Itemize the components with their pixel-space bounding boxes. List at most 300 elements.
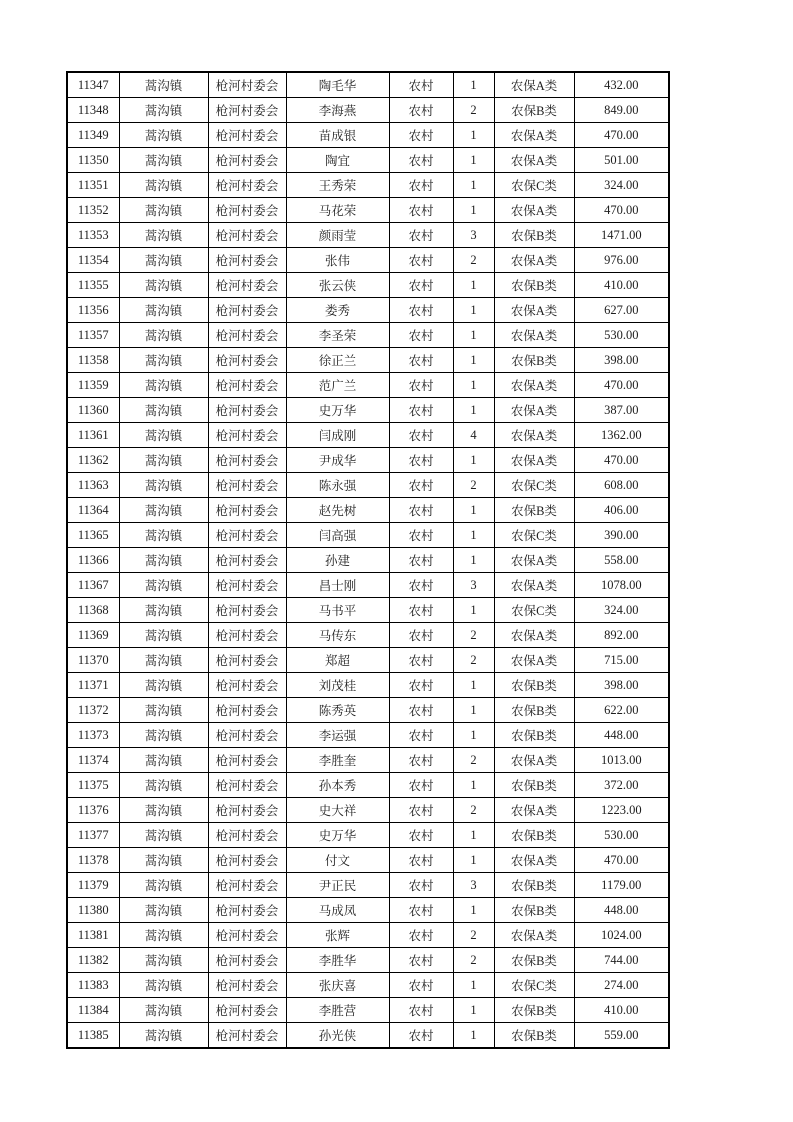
cell-residence-type: 农村 bbox=[389, 348, 453, 373]
cell-village-committee: 枪河村委会 bbox=[208, 72, 286, 98]
cell-amount: 622.00 bbox=[574, 698, 669, 723]
table-row bbox=[67, 773, 669, 798]
table-row bbox=[67, 598, 669, 623]
cell-serial-number: 11348 bbox=[67, 98, 119, 123]
cell-serial-number: 11382 bbox=[67, 948, 119, 973]
cell-insurance-category: 农保A类 bbox=[494, 648, 574, 673]
cell-insurance-category: 农保B类 bbox=[494, 273, 574, 298]
cell-person-name: 尹成华 bbox=[286, 448, 389, 473]
cell-residence-type: 农村 bbox=[389, 898, 453, 923]
cell-amount: 470.00 bbox=[574, 373, 669, 398]
cell-person-count: 2 bbox=[453, 623, 494, 648]
cell-person-count: 2 bbox=[453, 948, 494, 973]
cell-person-name: 孙光侠 bbox=[286, 1023, 389, 1049]
cell-person-name: 范广兰 bbox=[286, 373, 389, 398]
cell-village-committee: 枪河村委会 bbox=[208, 148, 286, 173]
cell-person-name: 马书平 bbox=[286, 598, 389, 623]
cell-serial-number: 11354 bbox=[67, 248, 119, 273]
table-row bbox=[67, 548, 669, 573]
cell-amount: 390.00 bbox=[574, 523, 669, 548]
table-row bbox=[67, 998, 669, 1023]
cell-residence-type: 农村 bbox=[389, 548, 453, 573]
cell-insurance-category: 农保C类 bbox=[494, 173, 574, 198]
cell-person-count: 1 bbox=[453, 673, 494, 698]
cell-serial-number: 11379 bbox=[67, 873, 119, 898]
cell-amount: 849.00 bbox=[574, 98, 669, 123]
cell-town: 蒿沟镇 bbox=[119, 198, 208, 223]
cell-residence-type: 农村 bbox=[389, 998, 453, 1023]
cell-person-name: 李胜华 bbox=[286, 948, 389, 973]
table-row bbox=[67, 323, 669, 348]
cell-person-count: 2 bbox=[453, 923, 494, 948]
cell-serial-number: 11356 bbox=[67, 298, 119, 323]
cell-insurance-category: 农保A类 bbox=[494, 448, 574, 473]
cell-serial-number: 11358 bbox=[67, 348, 119, 373]
cell-insurance-category: 农保A类 bbox=[494, 798, 574, 823]
cell-town: 蒿沟镇 bbox=[119, 148, 208, 173]
cell-residence-type: 农村 bbox=[389, 648, 453, 673]
cell-person-count: 1 bbox=[453, 848, 494, 873]
cell-town: 蒿沟镇 bbox=[119, 473, 208, 498]
cell-amount: 530.00 bbox=[574, 823, 669, 848]
cell-insurance-category: 农保B类 bbox=[494, 1023, 574, 1049]
cell-person-name: 史万华 bbox=[286, 398, 389, 423]
cell-amount: 530.00 bbox=[574, 323, 669, 348]
table-row bbox=[67, 923, 669, 948]
cell-serial-number: 11381 bbox=[67, 923, 119, 948]
cell-person-name: 陶毛华 bbox=[286, 72, 389, 98]
table-row bbox=[67, 573, 669, 598]
cell-town: 蒿沟镇 bbox=[119, 523, 208, 548]
cell-residence-type: 农村 bbox=[389, 748, 453, 773]
cell-person-count: 1 bbox=[453, 448, 494, 473]
cell-village-committee: 枪河村委会 bbox=[208, 248, 286, 273]
cell-residence-type: 农村 bbox=[389, 973, 453, 998]
cell-insurance-category: 农保A类 bbox=[494, 72, 574, 98]
cell-town: 蒿沟镇 bbox=[119, 173, 208, 198]
cell-amount: 274.00 bbox=[574, 973, 669, 998]
cell-insurance-category: 农保B类 bbox=[494, 723, 574, 748]
cell-amount: 627.00 bbox=[574, 298, 669, 323]
cell-person-count: 1 bbox=[453, 148, 494, 173]
cell-residence-type: 农村 bbox=[389, 148, 453, 173]
cell-serial-number: 11362 bbox=[67, 448, 119, 473]
table-row bbox=[67, 273, 669, 298]
cell-town: 蒿沟镇 bbox=[119, 623, 208, 648]
cell-serial-number: 11374 bbox=[67, 748, 119, 773]
cell-town: 蒿沟镇 bbox=[119, 748, 208, 773]
cell-amount: 398.00 bbox=[574, 673, 669, 698]
table-row bbox=[67, 98, 669, 123]
cell-serial-number: 11380 bbox=[67, 898, 119, 923]
cell-person-count: 1 bbox=[453, 548, 494, 573]
cell-residence-type: 农村 bbox=[389, 498, 453, 523]
cell-residence-type: 农村 bbox=[389, 723, 453, 748]
cell-village-committee: 枪河村委会 bbox=[208, 948, 286, 973]
cell-town: 蒿沟镇 bbox=[119, 773, 208, 798]
cell-amount: 715.00 bbox=[574, 648, 669, 673]
cell-residence-type: 农村 bbox=[389, 198, 453, 223]
beneficiary-table bbox=[66, 71, 670, 1049]
cell-insurance-category: 农保A类 bbox=[494, 298, 574, 323]
cell-village-committee: 枪河村委会 bbox=[208, 1023, 286, 1049]
cell-village-committee: 枪河村委会 bbox=[208, 798, 286, 823]
table-row bbox=[67, 398, 669, 423]
cell-town: 蒿沟镇 bbox=[119, 323, 208, 348]
cell-person-name: 陶宜 bbox=[286, 148, 389, 173]
table-row bbox=[67, 348, 669, 373]
table-row bbox=[67, 748, 669, 773]
cell-amount: 558.00 bbox=[574, 548, 669, 573]
cell-person-name: 陈永强 bbox=[286, 473, 389, 498]
cell-residence-type: 农村 bbox=[389, 123, 453, 148]
cell-serial-number: 11383 bbox=[67, 973, 119, 998]
cell-insurance-category: 农保B类 bbox=[494, 348, 574, 373]
cell-person-count: 1 bbox=[453, 198, 494, 223]
cell-person-count: 2 bbox=[453, 98, 494, 123]
cell-person-name: 孙本秀 bbox=[286, 773, 389, 798]
cell-insurance-category: 农保C类 bbox=[494, 598, 574, 623]
cell-person-name: 张云侠 bbox=[286, 273, 389, 298]
cell-insurance-category: 农保A类 bbox=[494, 198, 574, 223]
cell-serial-number: 11363 bbox=[67, 473, 119, 498]
cell-person-name: 王秀荣 bbox=[286, 173, 389, 198]
cell-person-name: 颜雨莹 bbox=[286, 223, 389, 248]
cell-person-count: 3 bbox=[453, 873, 494, 898]
cell-town: 蒿沟镇 bbox=[119, 898, 208, 923]
cell-person-count: 2 bbox=[453, 648, 494, 673]
cell-village-committee: 枪河村委会 bbox=[208, 223, 286, 248]
cell-person-count: 1 bbox=[453, 698, 494, 723]
cell-town: 蒿沟镇 bbox=[119, 423, 208, 448]
cell-town: 蒿沟镇 bbox=[119, 673, 208, 698]
cell-serial-number: 11373 bbox=[67, 723, 119, 748]
table-body bbox=[67, 72, 669, 1048]
cell-amount: 744.00 bbox=[574, 948, 669, 973]
cell-village-committee: 枪河村委会 bbox=[208, 923, 286, 948]
cell-serial-number: 11385 bbox=[67, 1023, 119, 1049]
table-row bbox=[67, 148, 669, 173]
cell-insurance-category: 农保A类 bbox=[494, 423, 574, 448]
cell-person-count: 2 bbox=[453, 248, 494, 273]
cell-residence-type: 农村 bbox=[389, 448, 453, 473]
cell-serial-number: 11377 bbox=[67, 823, 119, 848]
cell-insurance-category: 农保A类 bbox=[494, 148, 574, 173]
cell-town: 蒿沟镇 bbox=[119, 298, 208, 323]
cell-amount: 1179.00 bbox=[574, 873, 669, 898]
cell-residence-type: 农村 bbox=[389, 323, 453, 348]
cell-person-count: 3 bbox=[453, 573, 494, 598]
cell-amount: 448.00 bbox=[574, 898, 669, 923]
cell-amount: 448.00 bbox=[574, 723, 669, 748]
cell-insurance-category: 农保A类 bbox=[494, 123, 574, 148]
cell-village-committee: 枪河村委会 bbox=[208, 573, 286, 598]
cell-amount: 559.00 bbox=[574, 1023, 669, 1049]
cell-person-name: 李胜营 bbox=[286, 998, 389, 1023]
cell-person-name: 马传东 bbox=[286, 623, 389, 648]
cell-town: 蒿沟镇 bbox=[119, 273, 208, 298]
cell-amount: 1471.00 bbox=[574, 223, 669, 248]
cell-amount: 372.00 bbox=[574, 773, 669, 798]
table-row bbox=[67, 198, 669, 223]
cell-insurance-category: 农保B类 bbox=[494, 223, 574, 248]
cell-serial-number: 11352 bbox=[67, 198, 119, 223]
table-row bbox=[67, 373, 669, 398]
cell-serial-number: 11384 bbox=[67, 998, 119, 1023]
cell-village-committee: 枪河村委会 bbox=[208, 748, 286, 773]
cell-insurance-category: 农保B类 bbox=[494, 498, 574, 523]
cell-person-count: 1 bbox=[453, 348, 494, 373]
cell-village-committee: 枪河村委会 bbox=[208, 648, 286, 673]
cell-village-committee: 枪河村委会 bbox=[208, 823, 286, 848]
cell-residence-type: 农村 bbox=[389, 923, 453, 948]
cell-residence-type: 农村 bbox=[389, 573, 453, 598]
cell-town: 蒿沟镇 bbox=[119, 973, 208, 998]
cell-insurance-category: 农保A类 bbox=[494, 623, 574, 648]
cell-residence-type: 农村 bbox=[389, 173, 453, 198]
cell-village-committee: 枪河村委会 bbox=[208, 423, 286, 448]
cell-person-name: 李运强 bbox=[286, 723, 389, 748]
table-row bbox=[67, 798, 669, 823]
cell-person-count: 1 bbox=[453, 598, 494, 623]
cell-person-count: 1 bbox=[453, 398, 494, 423]
cell-person-name: 郑超 bbox=[286, 648, 389, 673]
cell-amount: 1078.00 bbox=[574, 573, 669, 598]
cell-residence-type: 农村 bbox=[389, 223, 453, 248]
cell-person-name: 张伟 bbox=[286, 248, 389, 273]
cell-village-committee: 枪河村委会 bbox=[208, 373, 286, 398]
cell-serial-number: 11365 bbox=[67, 523, 119, 548]
cell-person-name: 张庆喜 bbox=[286, 973, 389, 998]
cell-residence-type: 农村 bbox=[389, 273, 453, 298]
cell-insurance-category: 农保B类 bbox=[494, 898, 574, 923]
cell-village-committee: 枪河村委会 bbox=[208, 523, 286, 548]
cell-insurance-category: 农保B类 bbox=[494, 823, 574, 848]
cell-amount: 1362.00 bbox=[574, 423, 669, 448]
cell-town: 蒿沟镇 bbox=[119, 648, 208, 673]
cell-person-count: 1 bbox=[453, 998, 494, 1023]
cell-amount: 608.00 bbox=[574, 473, 669, 498]
cell-insurance-category: 农保B类 bbox=[494, 698, 574, 723]
cell-village-committee: 枪河村委会 bbox=[208, 623, 286, 648]
cell-person-count: 1 bbox=[453, 373, 494, 398]
table-row bbox=[67, 72, 669, 98]
cell-town: 蒿沟镇 bbox=[119, 398, 208, 423]
cell-amount: 470.00 bbox=[574, 448, 669, 473]
table-row bbox=[67, 723, 669, 748]
cell-village-committee: 枪河村委会 bbox=[208, 298, 286, 323]
cell-person-count: 1 bbox=[453, 123, 494, 148]
table-row bbox=[67, 473, 669, 498]
cell-serial-number: 11371 bbox=[67, 673, 119, 698]
cell-amount: 470.00 bbox=[574, 848, 669, 873]
cell-person-name: 史大祥 bbox=[286, 798, 389, 823]
cell-serial-number: 11349 bbox=[67, 123, 119, 148]
cell-town: 蒿沟镇 bbox=[119, 848, 208, 873]
cell-village-committee: 枪河村委会 bbox=[208, 348, 286, 373]
cell-village-committee: 枪河村委会 bbox=[208, 123, 286, 148]
cell-person-name: 李胜奎 bbox=[286, 748, 389, 773]
cell-town: 蒿沟镇 bbox=[119, 698, 208, 723]
cell-person-count: 2 bbox=[453, 798, 494, 823]
cell-residence-type: 农村 bbox=[389, 873, 453, 898]
cell-town: 蒿沟镇 bbox=[119, 798, 208, 823]
cell-serial-number: 11351 bbox=[67, 173, 119, 198]
cell-serial-number: 11370 bbox=[67, 648, 119, 673]
cell-village-committee: 枪河村委会 bbox=[208, 198, 286, 223]
cell-residence-type: 农村 bbox=[389, 848, 453, 873]
table-row bbox=[67, 623, 669, 648]
cell-amount: 892.00 bbox=[574, 623, 669, 648]
cell-serial-number: 11359 bbox=[67, 373, 119, 398]
cell-person-count: 1 bbox=[453, 72, 494, 98]
cell-town: 蒿沟镇 bbox=[119, 498, 208, 523]
cell-person-name: 苗成银 bbox=[286, 123, 389, 148]
cell-person-name: 娄秀 bbox=[286, 298, 389, 323]
cell-serial-number: 11357 bbox=[67, 323, 119, 348]
cell-insurance-category: 农保A类 bbox=[494, 248, 574, 273]
cell-village-committee: 枪河村委会 bbox=[208, 873, 286, 898]
cell-village-committee: 枪河村委会 bbox=[208, 173, 286, 198]
cell-amount: 398.00 bbox=[574, 348, 669, 373]
cell-serial-number: 11353 bbox=[67, 223, 119, 248]
cell-insurance-category: 农保B类 bbox=[494, 98, 574, 123]
cell-person-count: 2 bbox=[453, 748, 494, 773]
cell-village-committee: 枪河村委会 bbox=[208, 448, 286, 473]
cell-residence-type: 农村 bbox=[389, 1023, 453, 1049]
cell-insurance-category: 农保B类 bbox=[494, 673, 574, 698]
table-row bbox=[67, 698, 669, 723]
cell-person-name: 张辉 bbox=[286, 923, 389, 948]
cell-serial-number: 11368 bbox=[67, 598, 119, 623]
cell-person-count: 2 bbox=[453, 473, 494, 498]
cell-town: 蒿沟镇 bbox=[119, 823, 208, 848]
cell-village-committee: 枪河村委会 bbox=[208, 273, 286, 298]
cell-person-name: 李海燕 bbox=[286, 98, 389, 123]
cell-residence-type: 农村 bbox=[389, 698, 453, 723]
cell-residence-type: 农村 bbox=[389, 423, 453, 448]
cell-residence-type: 农村 bbox=[389, 798, 453, 823]
cell-amount: 410.00 bbox=[574, 998, 669, 1023]
cell-residence-type: 农村 bbox=[389, 373, 453, 398]
cell-person-count: 1 bbox=[453, 898, 494, 923]
cell-residence-type: 农村 bbox=[389, 473, 453, 498]
cell-amount: 470.00 bbox=[574, 123, 669, 148]
cell-person-count: 3 bbox=[453, 223, 494, 248]
table-row bbox=[67, 248, 669, 273]
cell-serial-number: 11367 bbox=[67, 573, 119, 598]
cell-serial-number: 11361 bbox=[67, 423, 119, 448]
cell-village-committee: 枪河村委会 bbox=[208, 598, 286, 623]
cell-person-name: 昌士刚 bbox=[286, 573, 389, 598]
cell-village-committee: 枪河村委会 bbox=[208, 698, 286, 723]
cell-amount: 432.00 bbox=[574, 72, 669, 98]
cell-person-count: 1 bbox=[453, 1023, 494, 1049]
cell-village-committee: 枪河村委会 bbox=[208, 973, 286, 998]
cell-amount: 324.00 bbox=[574, 173, 669, 198]
cell-person-count: 1 bbox=[453, 298, 494, 323]
cell-person-name: 闫成刚 bbox=[286, 423, 389, 448]
cell-serial-number: 11369 bbox=[67, 623, 119, 648]
table-row bbox=[67, 673, 669, 698]
table-row bbox=[67, 298, 669, 323]
table-row bbox=[67, 223, 669, 248]
cell-village-committee: 枪河村委会 bbox=[208, 323, 286, 348]
cell-amount: 387.00 bbox=[574, 398, 669, 423]
cell-residence-type: 农村 bbox=[389, 398, 453, 423]
cell-village-committee: 枪河村委会 bbox=[208, 473, 286, 498]
table-row bbox=[67, 498, 669, 523]
cell-residence-type: 农村 bbox=[389, 673, 453, 698]
cell-town: 蒿沟镇 bbox=[119, 98, 208, 123]
table-row bbox=[67, 823, 669, 848]
cell-village-committee: 枪河村委会 bbox=[208, 548, 286, 573]
cell-amount: 410.00 bbox=[574, 273, 669, 298]
table-row bbox=[67, 848, 669, 873]
cell-town: 蒿沟镇 bbox=[119, 248, 208, 273]
cell-person-name: 马成凤 bbox=[286, 898, 389, 923]
cell-village-committee: 枪河村委会 bbox=[208, 398, 286, 423]
cell-village-committee: 枪河村委会 bbox=[208, 898, 286, 923]
table-row bbox=[67, 423, 669, 448]
cell-insurance-category: 农保C类 bbox=[494, 973, 574, 998]
cell-amount: 470.00 bbox=[574, 198, 669, 223]
cell-serial-number: 11372 bbox=[67, 698, 119, 723]
cell-town: 蒿沟镇 bbox=[119, 448, 208, 473]
cell-town: 蒿沟镇 bbox=[119, 873, 208, 898]
cell-serial-number: 11378 bbox=[67, 848, 119, 873]
cell-serial-number: 11375 bbox=[67, 773, 119, 798]
cell-residence-type: 农村 bbox=[389, 623, 453, 648]
cell-person-count: 1 bbox=[453, 773, 494, 798]
cell-person-name: 付文 bbox=[286, 848, 389, 873]
cell-person-name: 马花荣 bbox=[286, 198, 389, 223]
cell-person-name: 刘茂桂 bbox=[286, 673, 389, 698]
cell-town: 蒿沟镇 bbox=[119, 573, 208, 598]
cell-person-count: 1 bbox=[453, 823, 494, 848]
cell-person-count: 4 bbox=[453, 423, 494, 448]
cell-town: 蒿沟镇 bbox=[119, 1023, 208, 1049]
cell-residence-type: 农村 bbox=[389, 773, 453, 798]
cell-residence-type: 农村 bbox=[389, 823, 453, 848]
cell-village-committee: 枪河村委会 bbox=[208, 998, 286, 1023]
cell-residence-type: 农村 bbox=[389, 523, 453, 548]
cell-insurance-category: 农保A类 bbox=[494, 848, 574, 873]
table-row bbox=[67, 648, 669, 673]
cell-insurance-category: 农保B类 bbox=[494, 773, 574, 798]
cell-village-committee: 枪河村委会 bbox=[208, 848, 286, 873]
cell-residence-type: 农村 bbox=[389, 948, 453, 973]
cell-amount: 976.00 bbox=[574, 248, 669, 273]
cell-town: 蒿沟镇 bbox=[119, 998, 208, 1023]
cell-amount: 1013.00 bbox=[574, 748, 669, 773]
table-row bbox=[67, 448, 669, 473]
cell-person-name: 徐正兰 bbox=[286, 348, 389, 373]
cell-person-name: 李圣荣 bbox=[286, 323, 389, 348]
cell-amount: 501.00 bbox=[574, 148, 669, 173]
cell-town: 蒿沟镇 bbox=[119, 72, 208, 98]
cell-person-name: 陈秀英 bbox=[286, 698, 389, 723]
cell-village-committee: 枪河村委会 bbox=[208, 98, 286, 123]
cell-serial-number: 11347 bbox=[67, 72, 119, 98]
cell-person-name: 闫高强 bbox=[286, 523, 389, 548]
cell-person-count: 1 bbox=[453, 173, 494, 198]
cell-person-count: 1 bbox=[453, 273, 494, 298]
cell-insurance-category: 农保A类 bbox=[494, 373, 574, 398]
cell-serial-number: 11355 bbox=[67, 273, 119, 298]
cell-town: 蒿沟镇 bbox=[119, 948, 208, 973]
cell-amount: 324.00 bbox=[574, 598, 669, 623]
